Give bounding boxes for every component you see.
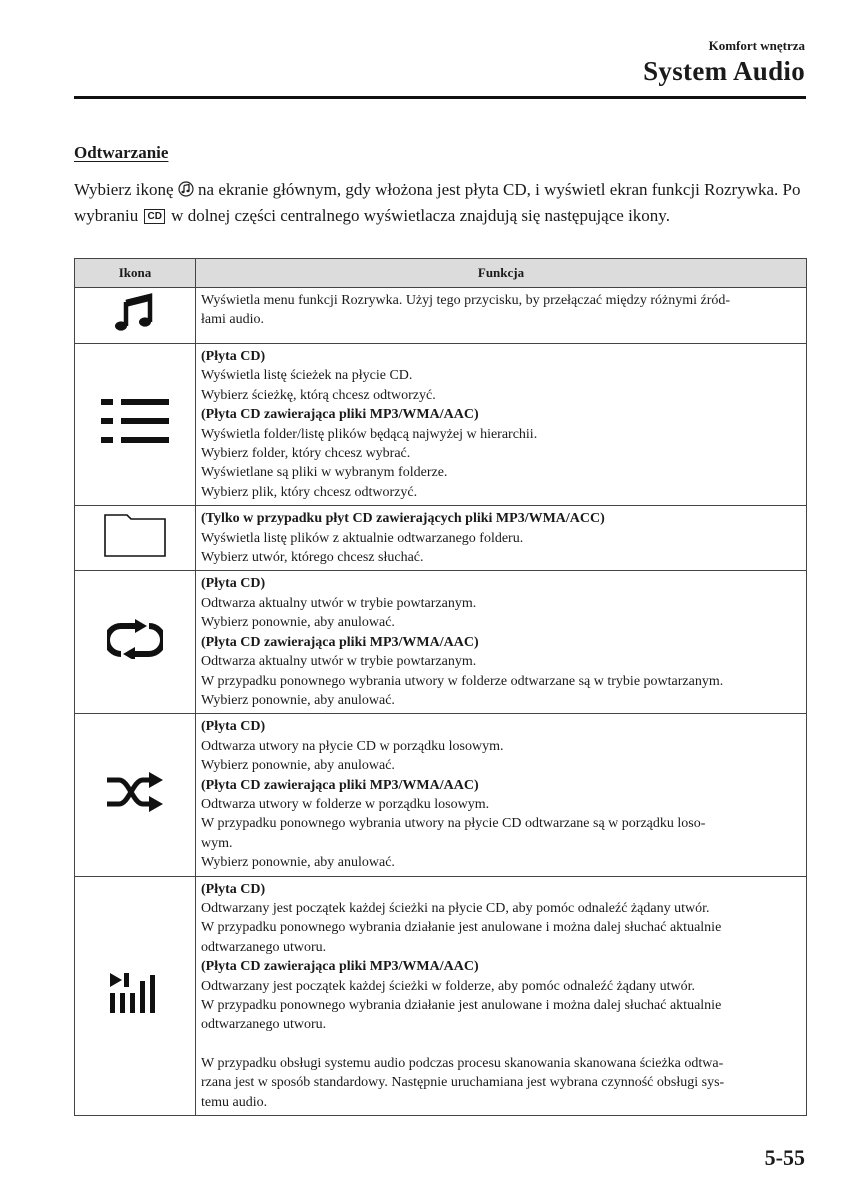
function-line: Wybierz ponownie, aby anulować. xyxy=(201,615,395,631)
list-icon xyxy=(99,397,171,445)
function-line: Wybierz ponownie, aby anulować. xyxy=(201,855,395,871)
function-line: Wyświetla listę ścieżek na płycie CD. xyxy=(201,368,413,384)
column-header-function: Funkcja xyxy=(196,259,807,288)
function-line: odtwarzanego utworu. xyxy=(201,1017,327,1033)
function-line: Wybierz plik, który chcesz odtworzyć. xyxy=(201,484,418,500)
function-line: (Płyta CD) xyxy=(201,881,266,897)
function-line: Odtwarza utwory w folderze w porządku losowym. xyxy=(201,796,490,812)
folder-icon xyxy=(103,512,167,558)
function-line: Wybierz utwór, którego chcesz słuchać. xyxy=(201,550,424,566)
table-row xyxy=(75,714,807,876)
icon-cell xyxy=(75,506,196,571)
function-line: Odtwarza aktualny utwór w trybie powtarzanym. xyxy=(201,595,477,611)
intro-text-1: Wybierz ikonę xyxy=(74,180,174,199)
icon-cell xyxy=(75,714,196,876)
icon-cell xyxy=(75,876,196,1115)
function-line: Wybierz ponownie, aby anulować. xyxy=(201,758,395,774)
function-line: W przypadku obsługi systemu audio podczas procesu skanowania skanowana ścieżka odtwa- xyxy=(201,1055,724,1071)
shuffle-icon xyxy=(105,772,165,812)
function-line: Wyświetlane są pliki w wybranym folderze. xyxy=(201,465,448,481)
function-line: Wyświetla menu funkcji Rozrywka. Użyj tego przycisku, by przełączać między różnymi źród- xyxy=(201,293,731,308)
function-cell xyxy=(196,506,807,571)
icon-function-table xyxy=(74,258,807,1116)
intro-paragraph xyxy=(74,178,809,228)
column-header-icon: Ikona xyxy=(75,259,196,288)
function-line: Wyświetla listę plików z aktualnie odtwarzanego folderu. xyxy=(201,530,524,546)
function-line: (Płyta CD zawierająca pliki MP3/WMA/AAC) xyxy=(201,634,479,650)
table-row xyxy=(75,288,807,344)
section-title: Odtwarzanie xyxy=(74,143,169,162)
icon-cell xyxy=(75,288,196,344)
function-line-spacer xyxy=(201,1035,802,1054)
function-line: temu audio. xyxy=(201,1094,268,1110)
page-number: 5-55 xyxy=(764,1145,805,1170)
table-header-row xyxy=(75,259,807,288)
icon-cell xyxy=(75,571,196,714)
function-line: Odtwarzany jest początek każdej ścieżki na płycie CD, aby pomóc odnaleźć żądany utwór. xyxy=(201,900,710,916)
music-note-icon xyxy=(113,290,157,334)
table-row xyxy=(75,571,807,714)
function-line: Odtwarza aktualny utwór w trybie powtarzanym. xyxy=(201,654,477,670)
function-line: (Płyta CD zawierająca pliki MP3/WMA/AAC) xyxy=(201,407,479,423)
function-line: wym. xyxy=(201,835,233,851)
function-line: Wybierz ścieżkę, którą chcesz odtworzyć. xyxy=(201,387,436,403)
function-cell xyxy=(196,714,807,876)
intro-text-2: na ekranie głównym, gdy włożona jest płyta CD, i wyświetl ekran funkcji Rozrywka. Po wybraniu xyxy=(74,180,801,225)
function-line: Wybierz ponownie, aby anulować. xyxy=(201,692,395,708)
function-line: W przypadku ponownego wybrania utwory w folderze odtwarzane są w trybie powtarzanym. xyxy=(201,673,724,689)
header-section-label: Komfort wnętrza xyxy=(708,38,805,53)
page-title: System Audio xyxy=(643,56,805,86)
icon-cell xyxy=(75,344,196,506)
function-cell xyxy=(196,288,807,344)
function-line: łami audio. xyxy=(201,312,264,328)
function-line: Odtwarza utwory na płycie CD w porządku losowym. xyxy=(201,738,504,754)
cd-icon: CD xyxy=(144,209,164,224)
function-line: (Płyta CD) xyxy=(201,719,266,735)
function-line: W przypadku ponownego wybrania działanie jest anulowane i można dalej słuchać aktualnie xyxy=(201,998,722,1013)
function-line: rzana jest w sposób standardowy. Następnie uruchamiana jest wybrana czynność obsługi sys- xyxy=(201,1075,725,1091)
function-line: Wybierz folder, który chcesz wybrać. xyxy=(201,446,411,462)
function-cell xyxy=(196,344,807,506)
function-line: W przypadku ponownego wybrania utwory na płycie CD odtwarzane są w porządku loso- xyxy=(201,816,706,832)
function-line: (Płyta CD zawierająca pliki MP3/WMA/AAC) xyxy=(201,959,479,975)
table-row xyxy=(75,876,807,1115)
repeat-icon xyxy=(107,619,163,659)
function-cell xyxy=(196,571,807,714)
table-row xyxy=(75,344,807,506)
function-line: (Płyta CD zawierająca pliki MP3/WMA/AAC) xyxy=(201,777,479,793)
function-line: Wyświetla folder/listę plików będącą najwyżej w hierarchii. xyxy=(201,426,538,442)
function-line: Odtwarzany jest początek każdej ścieżki w folderze, aby pomóc odnaleźć żądany utwór. xyxy=(201,978,696,994)
function-line: (Tylko w przypadku płyt CD zawierających pliki MP3/WMA/ACC) xyxy=(201,511,605,527)
table-row xyxy=(75,506,807,571)
function-line: odtwarzanego utworu. xyxy=(201,939,327,955)
function-line: (Płyta CD) xyxy=(201,576,266,592)
entertainment-icon xyxy=(178,180,194,204)
scan-icon xyxy=(108,971,162,1015)
intro-text-3: w dolnej części centralnego wyświetlacza znajdują się następujące ikony. xyxy=(171,206,670,225)
function-line: W przypadku ponownego wybrania działanie jest anulowane i można dalej słuchać aktualnie xyxy=(201,920,722,936)
header-rule xyxy=(74,96,806,99)
function-cell xyxy=(196,876,807,1115)
function-line: (Płyta CD) xyxy=(201,349,266,364)
